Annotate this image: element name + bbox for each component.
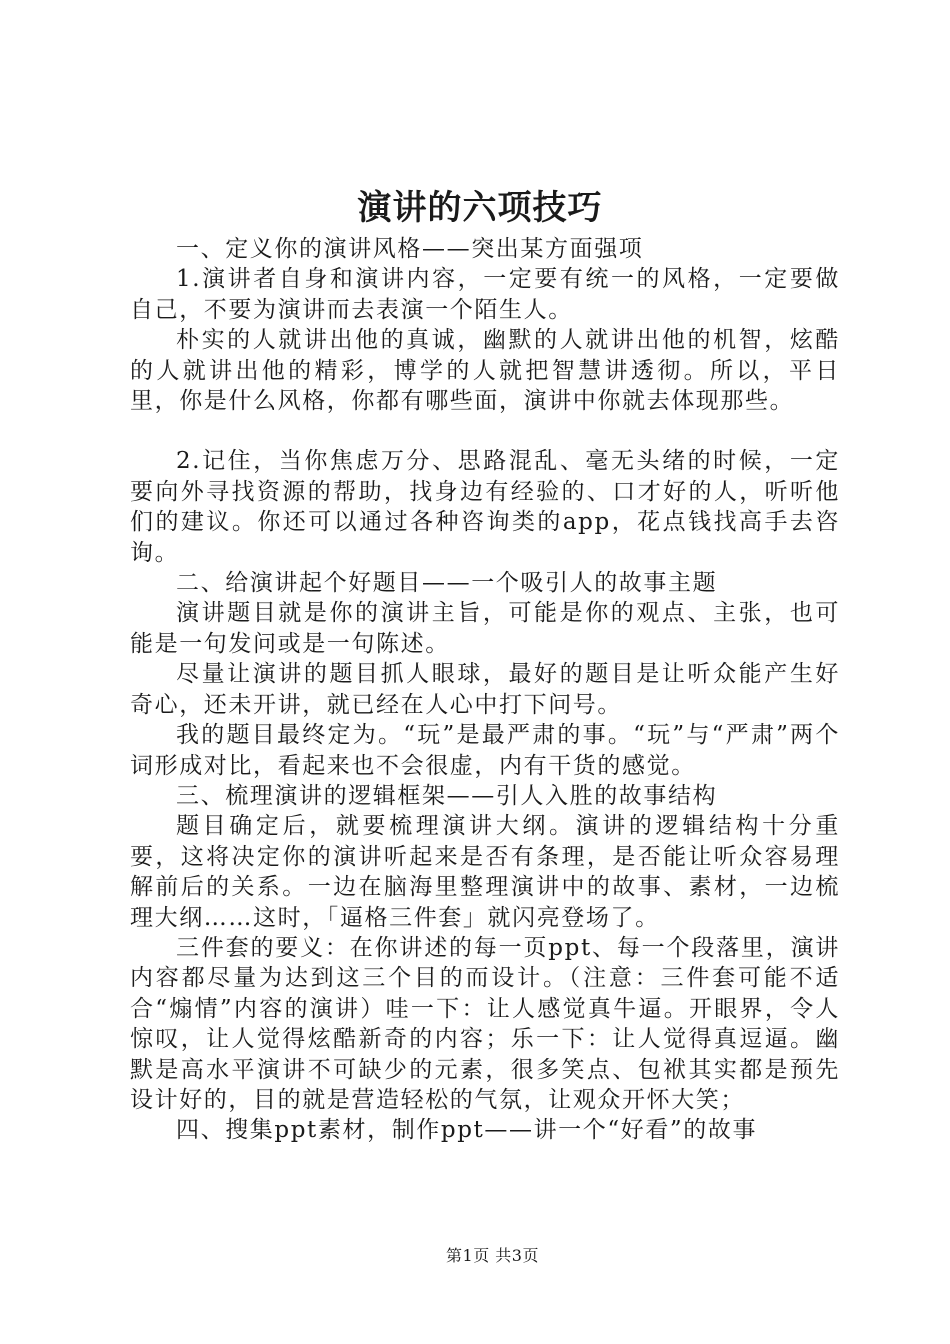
paragraph: 我的题目最终定为。“玩”是最严肃的事。“玩”与“严肃”两个词形成对比，看起来也不会很虚，内有干货的感觉。 <box>130 722 840 779</box>
paragraph: 三件套的要义：在你讲述的每一页ppt、每一个段落里，演讲内容都尽量为达到这三个目的而设计。（注意：三件套可能不适合“煽情”内容的演讲）哇一下：让人感觉真牛逼。开眼界，令人惊叹，让人觉得炫酷新奇的内容；乐一下：让人觉得真逗逼。幽默是高水平演讲不可缺少的元素，很多笑点、包袱其实都是预先设计好的，目的就是营造轻松的气氛，让观众开怀大笑； <box>130 934 840 1113</box>
paragraph: 演讲题目就是你的演讲主旨，可能是你的观点、主张，也可能是一句发问或是一句陈述。 <box>130 600 840 657</box>
paragraph: 朴实的人就讲出他的真诚，幽默的人就讲出他的机智，炫酷的人就讲出他的精彩，博学的人就把智慧讲透彻。所以，平日里，你是什么风格，你都有哪些面，演讲中你就去体现那些。 <box>130 327 840 415</box>
paragraph: 1.演讲者自身和演讲内容，一定要有统一的风格，一定要做自己，不要为演讲而去表演一个陌生人。 <box>130 266 840 323</box>
section-heading-3: 三、梳理演讲的逻辑框架——引人入胜的故事结构 <box>176 782 718 809</box>
paragraph: 题目确定后，就要梳理演讲大纲。演讲的逻辑结构十分重要，这将决定你的演讲听起来是否有条理，是否能让听众容易理解前后的关系。一边在脑海里整理演讲中的故事、素材，一边梳理大纲……这时，「逼格三件套」就闪亮登场了。 <box>130 813 840 931</box>
document-body <box>130 234 840 1146</box>
section-heading-1: 一、定义你的演讲风格——突出某方面强项 <box>176 236 644 262</box>
page-number-footer: 第1页 共3页 <box>446 1246 539 1265</box>
paragraph: 尽量让演讲的题目抓人眼球，最好的题目是让听众能产生好奇心，还未开讲，就已经在人心中打下问号。 <box>130 661 840 718</box>
document-title: 演讲的六项技巧 <box>357 188 603 228</box>
paragraph: 2.记住，当你焦虑万分、思路混乱、毫无头绪的时候，一定要向外寻找资源的帮助，找身边有经验的、口才好的人，听听他们的建议。你还可以通过各种咨询类的app，花点钱找高手去咨询。 <box>130 448 840 566</box>
section-heading-4: 四、搜集ppt素材，制作ppt——讲一个“好看”的故事 <box>176 1117 758 1144</box>
section-heading-2: 二、给演讲起个好题目——一个吸引人的故事主题 <box>176 570 718 597</box>
